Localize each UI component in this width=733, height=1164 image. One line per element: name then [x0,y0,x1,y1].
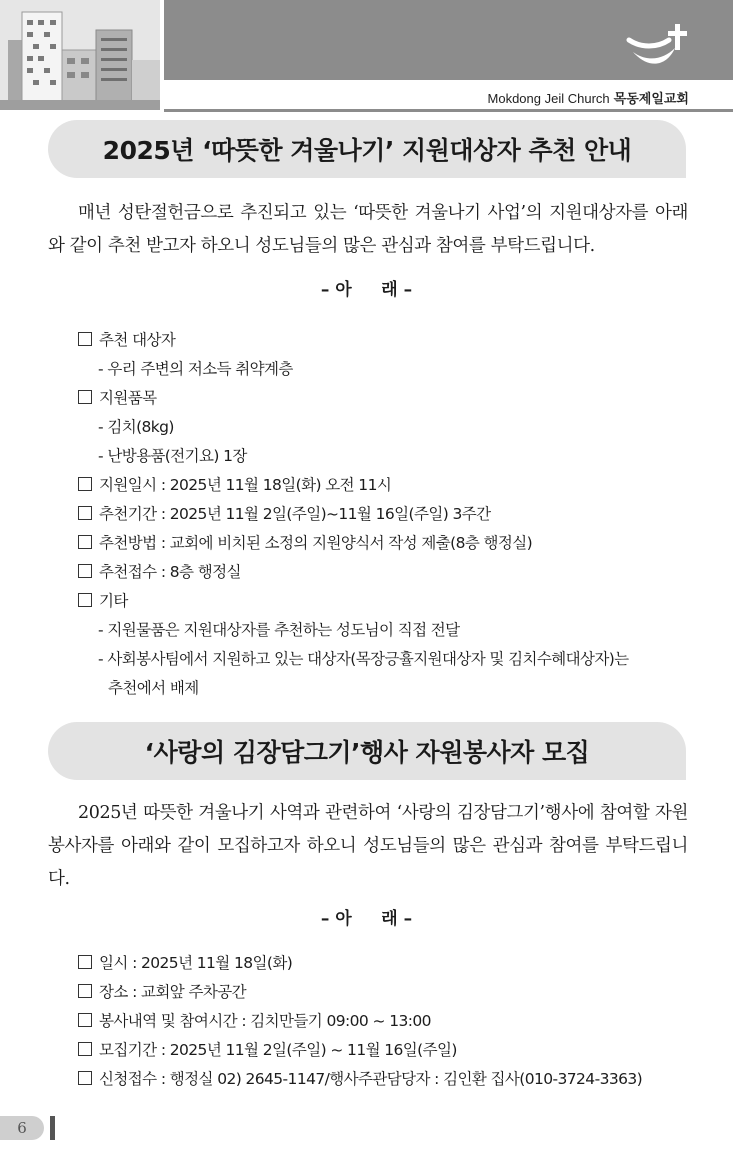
item-text: 신청접수 : 행정실 02) 2645-1147/행사주관담당자 : 김인환 집사(010-3724-3363) [99,1069,643,1088]
item-text: - 사회봉사팀에서 지원하고 있는 대상자(목장긍휼지원대상자 및 김치수혜대상자)는 [98,649,629,668]
church-logo-icon [623,18,693,73]
item-text: - 김치(8kg) [98,417,174,436]
checkbox-square-icon [78,477,92,491]
page-number-tick [50,1116,55,1140]
header-band [164,0,733,80]
item-text: 기타 [99,591,128,610]
checkbox-square-icon [78,593,92,607]
checklist-subitem [78,440,693,469]
section1-item-list [78,324,693,701]
item-text: 지원일시 : 2025년 11월 18일(화) 오전 11시 [99,475,392,494]
checklist-item [78,469,693,498]
page-header [0,0,733,112]
item-text: 추천에서 배제 [108,678,199,697]
section1-title: 2025년 ‘따뜻한 겨울나기’ 지원대상자 추천 안내 [102,136,632,165]
church-name-en: Mokdong Jeil Church [487,91,610,106]
church-name-kr: 목동제일교회 [613,92,689,107]
section1-below-label: – 아 래 – [320,280,413,300]
checkbox-square-icon [78,955,92,969]
checklist-item [78,324,693,353]
checkbox-square-icon [78,1071,92,1085]
page-number: 6 [0,1116,44,1140]
checklist-item [78,1005,693,1034]
checklist-item [78,947,693,976]
church-name [488,88,689,107]
section2-item-list [78,947,693,1092]
checklist-subitem [78,672,693,701]
item-text: 추천기간 : 2025년 11월 2일(주일)~11월 16일(주일) 3주간 [99,504,491,523]
checkbox-square-icon [78,1013,92,1027]
section2-title: ‘사랑의 김장담그기’행사 자원봉사자 모집 [144,738,590,767]
section1-intro-text: 매년 성탄절헌금으로 추진되고 있는 ‘따뜻한 겨울나기 사업’의 지원대상자를 아래와 같이 추천 받고자 하오니 성도님들의 많은 관심과 참여를 부탁드립니다. [48,203,688,256]
item-text: 추천방법 : 교회에 비치된 소정의 지원양식서 작성 제출(8층 행정실) [99,533,533,552]
checklist-subitem [78,353,693,382]
checklist-item [78,1063,693,1092]
checkbox-square-icon [78,506,92,520]
section2-intro [48,797,688,896]
checkbox-square-icon [78,984,92,998]
item-text: - 우리 주변의 저소득 취약계층 [98,359,293,378]
item-text: 장소 : 교회앞 주차공간 [99,982,246,1001]
checklist-subitem [78,643,693,672]
item-text: 추천접수 : 8층 행정실 [99,562,241,581]
section1-title-bar [48,120,686,178]
item-text: 봉사내역 및 참여시간 : 김치만들기 09:00 ~ 13:00 [99,1011,431,1030]
section2-below-label: – 아 래 – [320,909,413,929]
section1-intro [48,197,688,263]
checkbox-square-icon [78,390,92,404]
checklist-item [78,498,693,527]
checkbox-square-icon [78,535,92,549]
checklist-item [78,382,693,411]
item-text: 모집기간 : 2025년 11월 2일(주일) ~ 11월 16일(주일) [99,1040,457,1059]
item-text: - 지원물품은 지원대상자를 추천하는 성도님이 직접 전달 [98,620,460,639]
header-rule [164,109,733,112]
checklist-item [78,556,693,585]
checklist-subitem [78,614,693,643]
checklist-subitem [78,411,693,440]
church-building-photo [0,0,160,110]
item-text: - 난방용품(전기요) 1장 [98,446,247,465]
checklist-item [78,585,693,614]
item-text: 추천 대상자 [99,330,176,349]
checkbox-square-icon [78,564,92,578]
checklist-item [78,527,693,556]
item-text: 지원품목 [99,388,157,407]
checkbox-square-icon [78,332,92,346]
section2-title-bar [48,722,686,780]
church-building-illustration [0,0,160,110]
section2-intro-text: 2025년 따뜻한 겨울나기 사역과 관련하여 ‘사랑의 김장담그기’행사에 참여할 자원봉사자를 아래와 같이 모집하고자 하오니 성도님들의 많은 관심과 참여를 부탁드립니다. [48,803,688,889]
item-text: 일시 : 2025년 11월 18일(화) [99,953,293,972]
checkbox-square-icon [78,1042,92,1056]
checklist-item [78,1034,693,1063]
checklist-item [78,976,693,1005]
